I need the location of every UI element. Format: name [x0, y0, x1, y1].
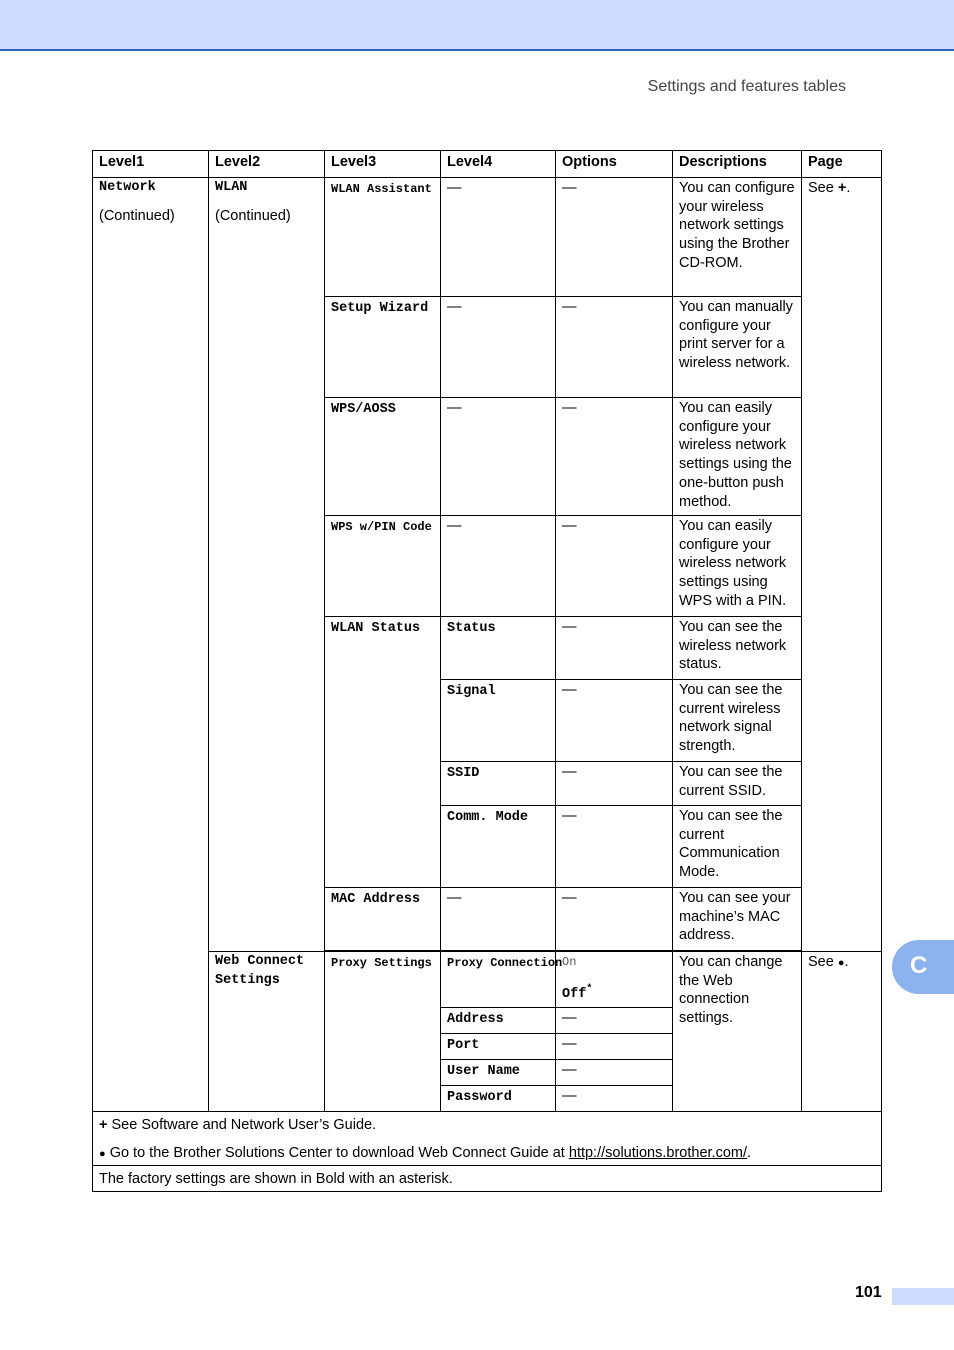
level4-dash: —: [447, 890, 462, 906]
options-dash: —: [562, 764, 577, 780]
level3-mac-address: MAC Address: [331, 892, 421, 907]
options-dash: —: [562, 299, 577, 315]
plus-ref-icon: +: [837, 180, 847, 196]
description: You can see the wireless network status.: [673, 617, 802, 680]
options-dash: —: [562, 808, 577, 824]
col-descriptions: Descriptions: [673, 151, 802, 178]
description: You can see the current SSID.: [673, 762, 802, 806]
default-asterisk: *: [586, 983, 593, 995]
plus-note-icon: +: [99, 1116, 108, 1133]
col-level1: Level1: [93, 151, 209, 178]
description: You can see the current wireless network signal strength.: [673, 680, 802, 762]
level3-wlan-assistant: WLAN Assistant: [331, 182, 432, 196]
page-number-bar: [892, 1288, 954, 1305]
table-row: [93, 952, 882, 1008]
level3-proxy-settings: Proxy Settings: [331, 956, 432, 970]
level4-status: Status: [447, 621, 496, 636]
options-dash: —: [562, 1062, 577, 1079]
level3-setup-wizard: Setup Wizard: [331, 301, 429, 316]
description: You can easily configure your wireless network settings using WPS with a PIN.: [673, 516, 802, 617]
solutions-center-link[interactable]: http://solutions.brother.com/: [568, 1144, 747, 1161]
level4-password: Password: [447, 1089, 512, 1105]
col-level2: Level2: [209, 151, 325, 178]
description: You can see the current Communication Mode.: [673, 806, 802, 888]
level4-dash: —: [447, 400, 462, 416]
options-dash: —: [562, 619, 577, 635]
options-dash: —: [562, 890, 577, 906]
footnote-1-text: See Software and Network User’s Guide.: [111, 1116, 377, 1133]
options-dash: —: [562, 518, 577, 534]
options-dash: —: [562, 1036, 577, 1053]
appendix-tab: [892, 940, 954, 994]
options-dash: —: [562, 1010, 577, 1027]
web-note-icon: ●: [99, 1147, 106, 1160]
level2-wlan-cell: [209, 178, 325, 952]
options-dash: —: [562, 180, 577, 196]
see-label: See: [808, 180, 834, 196]
level4-ssid: SSID: [447, 766, 480, 781]
col-level3: Level3: [325, 151, 441, 178]
appendix-tab-label: C: [910, 952, 928, 979]
level4-signal: Signal: [447, 684, 496, 699]
factory-note-row: [93, 1166, 882, 1192]
level3-wps-pin: WPS w/PIN Code: [331, 520, 432, 534]
level2-wlan: WLAN: [215, 180, 248, 195]
header-row: [93, 151, 882, 178]
description: You can easily configure your wireless network settings using the one-button push method.: [673, 398, 802, 516]
options-dash: —: [562, 400, 577, 416]
level3-wlan-status: WLAN Status: [331, 621, 421, 636]
page-ref-web: See ●.: [802, 952, 882, 1112]
col-level4: Level4: [441, 151, 556, 178]
level4-dash: —: [447, 180, 462, 196]
factory-note: The factory settings are shown in Bold with an asterisk.: [93, 1166, 882, 1192]
options-dash: —: [562, 1087, 577, 1104]
web-connect-ref-icon: ●: [837, 957, 845, 969]
description: You can change the Web connection settings.: [673, 952, 802, 1112]
level1-continued: (Continued): [99, 207, 175, 224]
level4-port: Port: [447, 1038, 480, 1054]
settings-table: [92, 150, 882, 1192]
description: You can configure your wireless network settings using the Brother CD-ROM.: [673, 178, 802, 297]
page-number: 101: [855, 1284, 882, 1301]
option-on: On: [562, 955, 577, 969]
level4-dash: —: [447, 518, 462, 534]
level2-web-connect: Web Connect Settings: [215, 954, 305, 988]
header-band: [0, 0, 954, 51]
page-ref-wlan: See +.: [802, 178, 882, 952]
level1-name: Network: [99, 180, 156, 195]
level2-web-connect-cell: [209, 952, 325, 1112]
level4-address: Address: [447, 1012, 504, 1028]
level4-comm-mode: Comm. Mode: [447, 810, 529, 825]
level3-wps-aoss: WPS/AOSS: [331, 402, 396, 417]
description: You can see your machine’s MAC address.: [673, 888, 802, 951]
footnotes: [93, 1111, 882, 1165]
description: You can manually configure your print server for a wireless network.: [673, 297, 802, 398]
col-options: Options: [556, 151, 673, 178]
running-title: Settings and features tables: [647, 78, 846, 95]
footnote-row: [93, 1111, 882, 1165]
see-label: See: [808, 954, 834, 970]
option-off-default: Off: [562, 986, 587, 1002]
footnote-1: [99, 1116, 875, 1135]
table-row: [93, 178, 882, 297]
level4-user-name: User Name: [447, 1064, 520, 1080]
footnote-2: ● Go to the Brother Solutions Center to download Web Connect Guide at http://solutions.brother.com/.: [99, 1144, 752, 1161]
level4-proxy-connection: Proxy Connection: [447, 956, 563, 970]
col-page: Page: [802, 151, 882, 178]
level2-wlan-continued: (Continued): [215, 207, 291, 224]
footnote-2-text: Go to the Brother Solutions Center to download Web Connect Guide at: [109, 1144, 565, 1161]
level4-dash: —: [447, 299, 462, 315]
options-dash: —: [562, 682, 577, 698]
level1-cell: [93, 178, 209, 1112]
